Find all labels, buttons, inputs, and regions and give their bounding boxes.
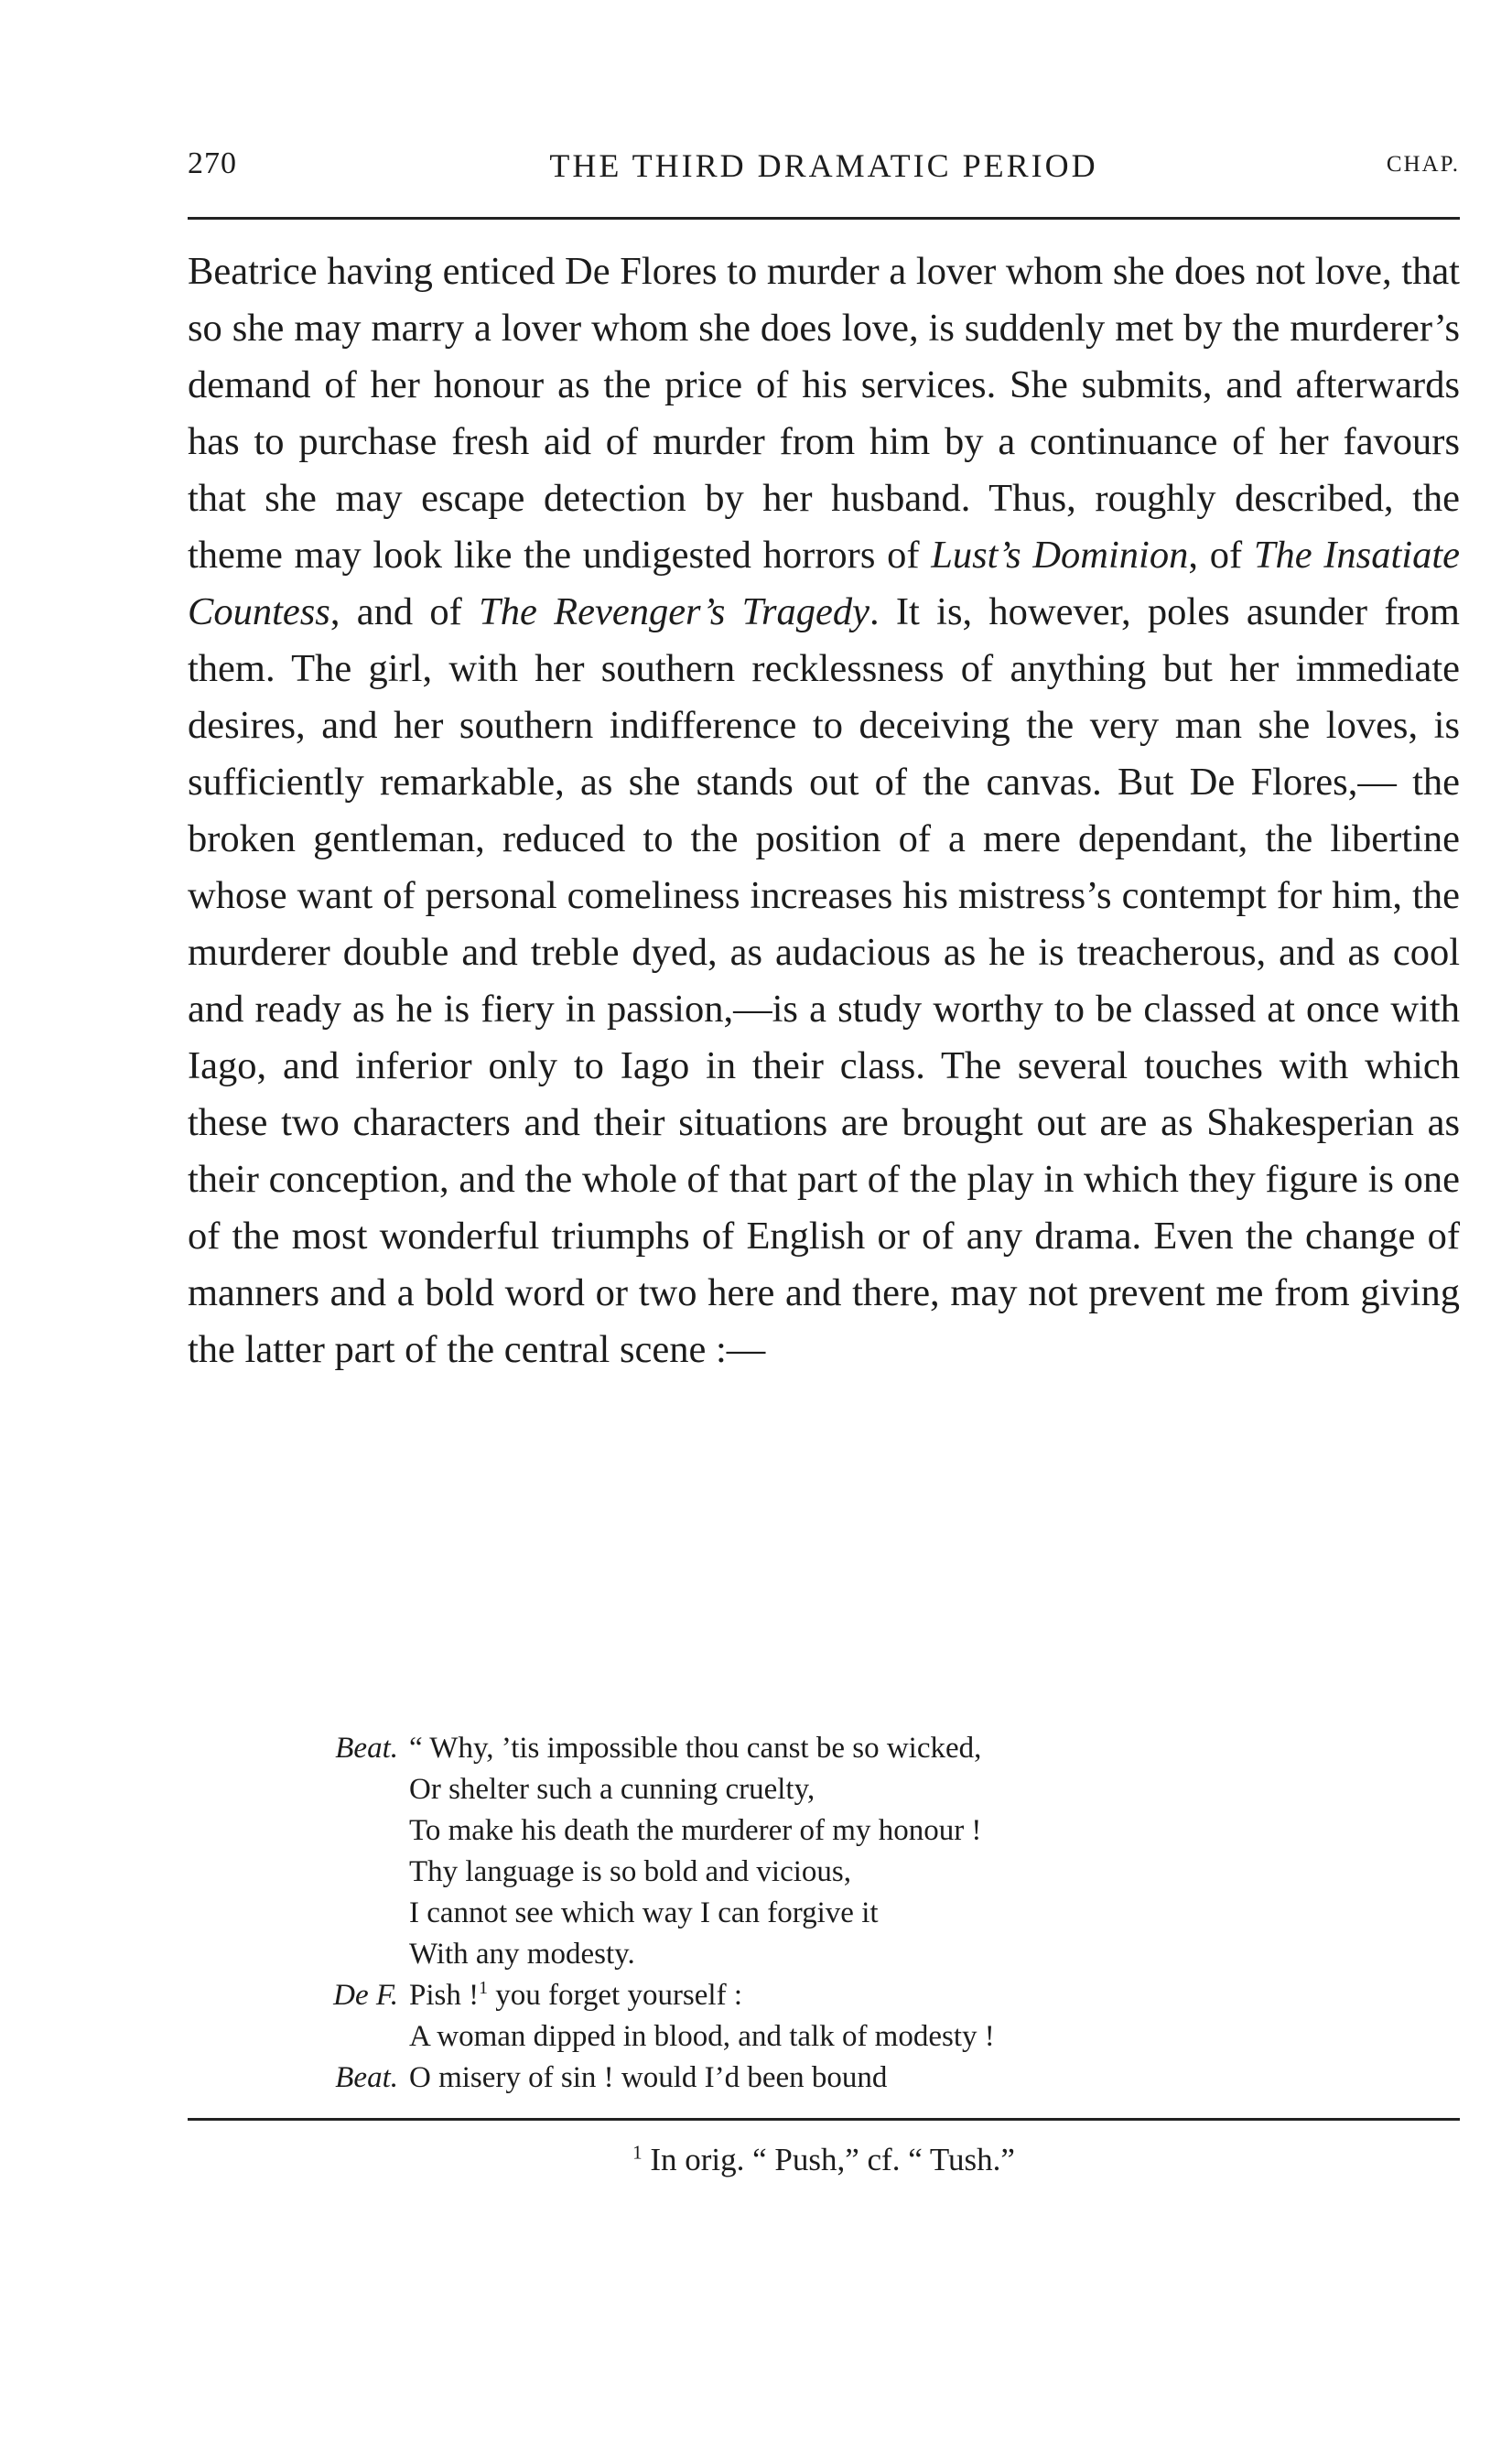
header-rule: [188, 217, 1460, 220]
footnote-reference: 1: [479, 1978, 488, 1998]
running-header: [188, 139, 1460, 194]
verse-text: To make his death the murderer of my honour !: [409, 1814, 982, 1847]
verse-line: [188, 1769, 1460, 1810]
text-run: . It is, however, poles asunder from them. The girl, with her southern recklessness of anything but her immediate desires, and her southern indifference to deceiving the very man she loves, is sufficiently remarkable, as she stands out of the canvas. But De Flores,— the broken gentleman, reduced to the position of a mere dependant, the libertine whose want of personal comeliness increases his mistress’s contempt for him, the murderer double and treble dyed, as audacious as he is treacherous, and as cool and ready as he is fiery in passion,—is a study worthy to be classed at once with Iago, and inferior only to Iago in their class. The several touches with which these two characters and their situations are brought out are as Shakesperian as their conception, and the whole of that part of the play in which they figure is one of the most wonderful triumphs of English or of any drama. Even the change of manners and a bold word or two here and there, may not prevent me from giving the latter part of the central scene :—: [188, 590, 1460, 1371]
verse-line: [188, 1975, 1460, 2016]
verse-text-part: you forget yourself :: [488, 1979, 743, 2012]
verse-line: [188, 1728, 1460, 1769]
body-paragraph: [188, 243, 1460, 1378]
play-title-insatiate-countess: The Insatiate Countess: [188, 534, 1461, 633]
verse-text: O misery of sin ! would I’d been bound: [409, 2061, 888, 2094]
chapter-label: CHAP.: [1386, 152, 1460, 177]
verse-text: [409, 1975, 742, 2016]
verse-text: With any modesty.: [409, 1938, 635, 1971]
verse-line: [188, 2058, 1460, 2099]
verse-text: Thy language is so bold and vicious,: [409, 1855, 852, 1888]
speaker-label: Beat.: [335, 1732, 398, 1765]
play-title-lusts-dominion: Lust’s Dominion: [931, 534, 1189, 577]
verse-line: [188, 1852, 1460, 1893]
running-title: THE THIRD DRAMATIC PERIOD: [549, 147, 1098, 184]
verse-text: “ Why, ’tis impossible thou canst be so wicked,: [409, 1732, 982, 1765]
paragraph: [188, 243, 1460, 1378]
text-run: Beatrice having enticed De Flores to murder a lover whom she does not love, that so she may marry a lover whom she does love, is suddenly met by the murderer’s demand of her honour as the price of his services. She submits, and afterwards has to purchase fresh aid of murder from him by a continuance of her favours that she may escape detection by her husband. Thus, roughly described, the theme may look like the undigested horrors of: [188, 250, 1460, 577]
verse-text: I cannot see which way I can forgive it: [409, 1896, 879, 1929]
play-title-revengers-tragedy: The Revenger’s Tragedy: [479, 590, 869, 633]
verse-text-part: Pish !: [409, 1979, 480, 2012]
footnote: [188, 2139, 1460, 2180]
verse-line: [188, 1810, 1460, 1852]
page-number: 270: [188, 146, 237, 180]
speaker-label: Beat.: [335, 2061, 398, 2094]
verse-line: [188, 1934, 1460, 1975]
verse-line: [188, 1893, 1460, 1934]
footnote-mark: 1: [632, 2141, 643, 2164]
verse-text: Or shelter such a cunning cruelty,: [409, 1773, 815, 1806]
text-run: , and of: [329, 590, 480, 633]
verse-text: A woman dipped in blood, and talk of modesty !: [409, 2020, 995, 2053]
verse-quotation: [188, 1728, 1460, 2177]
speaker-label: De F.: [333, 1979, 398, 2012]
footnote-text: In orig. “ Push,” cf. “ Tush.”: [642, 2142, 1015, 2177]
verse-line: [188, 2016, 1460, 2058]
footnote-rule: [188, 2118, 1460, 2121]
text-run: , of: [1188, 534, 1254, 577]
